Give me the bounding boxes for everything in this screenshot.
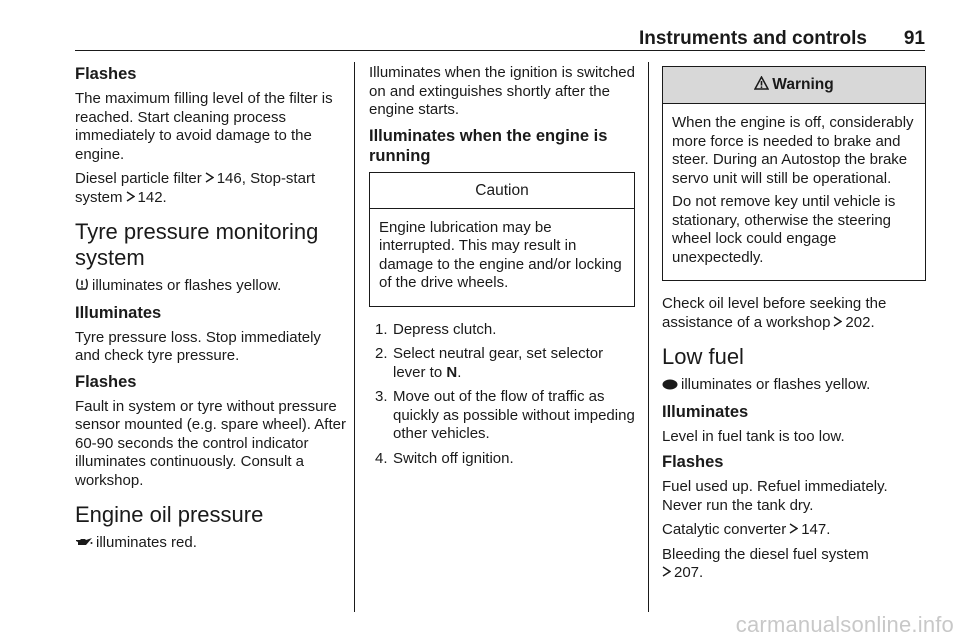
stop-start-page-ref[interactable]: 142. — [137, 188, 167, 206]
page-ref-arrow-icon — [789, 521, 798, 540]
tpms-illuminates-text: Tyre pressure loss. Stop immediately and check tyre pressure. — [75, 328, 321, 364]
oil-indicator-line: illuminates red. — [75, 534, 347, 554]
column-1 — [75, 64, 347, 560]
page-ref-arrow-icon — [833, 314, 842, 333]
workshop-page-ref[interactable]: 202. — [845, 313, 875, 331]
column-divider-1 — [354, 62, 355, 612]
list-item: 1. Depress clutch. — [375, 320, 497, 338]
flashes-heading: Flashes — [75, 65, 137, 83]
column-divider-2 — [648, 62, 649, 612]
bleeding-page-ref[interactable]: 207. — [674, 564, 704, 581]
tpms-flashes-text: Fault in system or tyre without pressure sensor mounted (e.g. spare wheel). After 60-90 seconds the control indicator illuminates continuously. Consult a workshop. — [75, 397, 346, 489]
low-fuel-title: Low fuel — [662, 344, 744, 369]
oil-can-icon — [75, 535, 93, 554]
fuel-flashes-text: Fuel used up. Refuel immediately. Never run the tank dry. — [662, 478, 888, 514]
running-heading: Illuminates when the engine is running — [369, 126, 608, 165]
page-header — [75, 27, 925, 51]
page-number: 91 — [903, 28, 925, 49]
steps-list — [369, 321, 635, 469]
warning-heading: Warning — [772, 76, 834, 93]
warning-box — [662, 66, 926, 281]
caution-text: Engine lubrication may be interrupted. This may result in damage to the engine and/or locking of the drive wheels. — [379, 218, 622, 291]
list-item: 2. Select neutral gear, set selector lever to N. — [375, 345, 604, 381]
tpms-illuminates-heading: Illuminates — [75, 303, 162, 322]
bleeding-reference: Bleeding the diesel fuel system 207. — [662, 545, 869, 581]
oil-pressure-title: Engine oil pressure — [75, 502, 264, 527]
list-item: 3. Move out of the flow of traffic as quickly as possible without impeding other vehicles. — [375, 388, 635, 442]
tpms-indicator-line: illuminates or flashes yellow. — [75, 277, 347, 297]
fuel-flashes-heading: Flashes — [662, 453, 724, 471]
page-ref-arrow-icon — [126, 189, 135, 208]
dpf-page-ref[interactable]: 146, Stop-start system — [75, 170, 316, 206]
caution-box — [369, 172, 635, 307]
fuel-icon — [662, 377, 678, 396]
warning-header — [663, 67, 925, 104]
page-ref-arrow-icon — [662, 564, 671, 583]
fuel-illuminates-heading: Illuminates — [662, 402, 749, 421]
warning-triangle-icon — [754, 76, 769, 95]
oil-intro-text: Illuminates when the ignition is switched on and extinguishes shortly after the engine starts. — [369, 64, 635, 118]
check-oil-text: Check oil level before seeking the assistance of a workshop 202. — [662, 295, 887, 331]
column-3 — [662, 64, 926, 589]
warning-text-1: When the engine is off, considerably more force is needed to brake and steer. During an Autostop the brake servo unit will still be operational. — [672, 114, 914, 187]
list-item: 4. Switch off ignition. — [375, 449, 514, 467]
dpf-reference: Diesel particle filter 146, Stop-start system 142. — [75, 170, 316, 206]
page-ref-arrow-icon — [205, 170, 214, 189]
column-2 — [369, 64, 635, 474]
catalytic-page-ref[interactable]: 147. — [801, 521, 831, 538]
warning-text-2: Do not remove key until vehicle is stationary, otherwise the steering wheel lock could engage unexpectedly. — [672, 193, 896, 266]
tpms-flashes-heading: Flashes — [75, 372, 137, 391]
watermark: carmanualsonline.info — [735, 612, 954, 637]
catalytic-reference: Catalytic converter 147. — [662, 521, 831, 538]
tpms-title: Tyre pressure monitoring system — [75, 219, 319, 270]
flashes-text: The maximum filling level of the filter is reached. Start cleaning process immediately to avoid damage to the engine. — [75, 90, 333, 163]
section-title: Instruments and controls — [638, 28, 867, 49]
tyre-pressure-icon — [75, 277, 89, 297]
fuel-illuminates-text: Level in fuel tank is too low. — [662, 427, 845, 445]
caution-heading: Caution — [370, 173, 634, 209]
fuel-indicator-line: illuminates or flashes yellow. — [662, 376, 926, 396]
